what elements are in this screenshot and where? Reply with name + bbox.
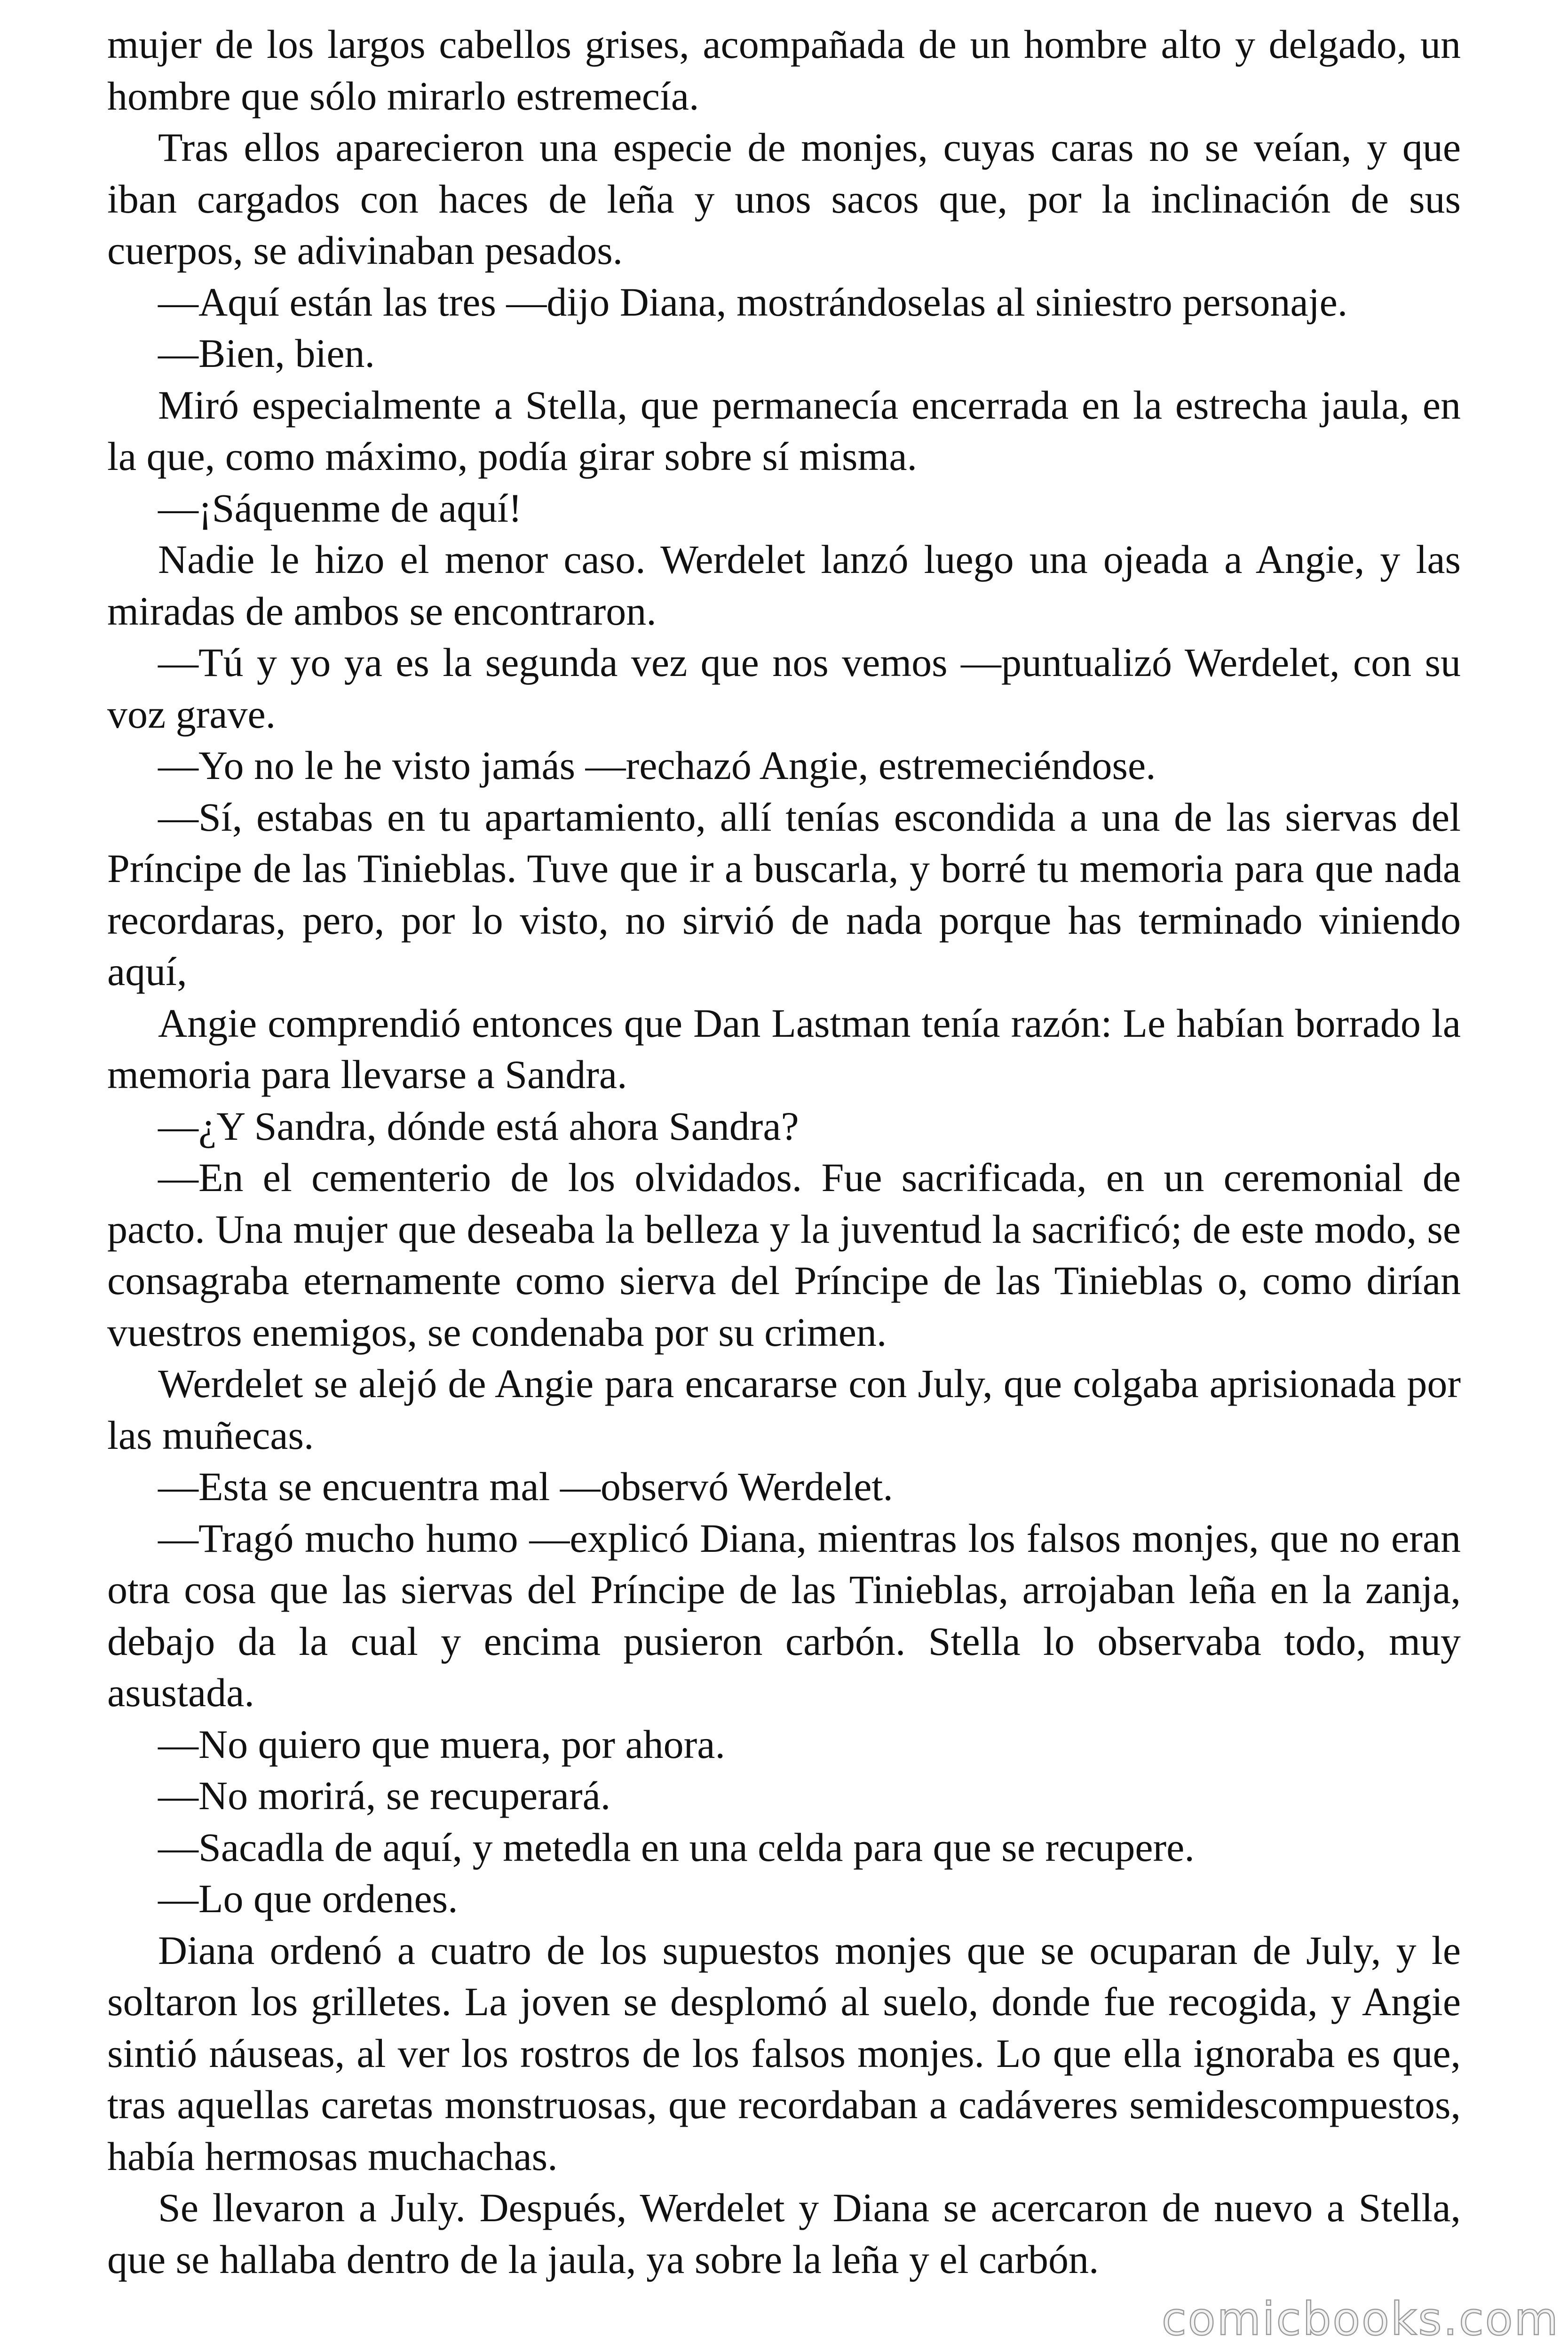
- paragraph-14: Werdelet se alejó de Angie para encararse con July, que colgaba aprisionada por las muñecas.: [107, 1361, 1461, 1458]
- paragraph-3: —Aquí están las tres —dijo Diana, mostrándoselas al siniestro personaje.: [158, 279, 1348, 325]
- paragraph-4: —Bien, bien.: [158, 331, 375, 376]
- paragraph-1: mujer de los largos cabellos grises, acompañada de un hombre alto y delgado, un hombre que sólo mirarlo estremecía.: [107, 22, 1461, 119]
- paragraph-10: —Sí, estabas en tu apartamiento, allí tenías escondida a una de las siervas del Príncipe de las Tinieblas. Tuve que ir a buscarla, y borré tu memoria para que nada recordaras, pero, por lo visto, no sirvió de nada porque has terminado viniendo aquí,: [107, 794, 1461, 994]
- paragraph-7: Nadie le hizo el menor caso. Werdelet lanzó luego una ojeada a Angie, y las miradas de ambos se encontraron.: [107, 537, 1461, 634]
- paragraph-15: —Esta se encuentra mal —observó Werdelet.: [158, 1464, 893, 1509]
- paragraph-9: —Yo no le he visto jamás —rechazó Angie, estremeciéndose.: [158, 743, 1156, 788]
- paragraph-8: —Tú y yo ya es la segunda vez que nos vemos —puntualizó Werdelet, con su voz grave.: [107, 640, 1461, 737]
- paragraph-2: Tras ellos aparecieron una especie de monjes, cuyas caras no se veían, y que iban cargados con haces de leña y unos sacos que, por la inclinación de sus cuerpos, se adivinaban pesados.: [107, 125, 1461, 273]
- paragraph-12: —¿Y Sandra, dónde está ahora Sandra?: [158, 1103, 799, 1149]
- paragraph-6: —¡Sáquenme de aquí!: [158, 485, 522, 531]
- paragraph-16: —Tragó mucho humo —explicó Diana, mientras los falsos monjes, que no eran otra cosa que las siervas del Príncipe de las Tinieblas, arrojaban leña en la zanja, debajo da la cual y encima pusieron carbón. Stella lo observaba todo, muy asustada.: [107, 1515, 1461, 1715]
- paragraph-13: —En el cementerio de los olvidados. Fue sacrificada, en un ceremonial de pacto. Una mujer que deseaba la belleza y la juventud la sacrificó; de este modo, se consagraba eternamente como sierva del Príncipe de las Tinieblas o, como dirían vuestros enemigos, se condenaba por su crimen.: [107, 1155, 1461, 1355]
- paragraph-22: Se llevaron a July. Después, Werdelet y Diana se acercaron de nuevo a Stella, que se hallaba dentro de la jaula, ya sobre la leña y el carbón.: [107, 2185, 1461, 2282]
- paragraph-18: —No morirá, se recuperará.: [158, 1773, 611, 1818]
- paragraph-20: —Lo que ordenes.: [158, 1876, 458, 1921]
- paragraph-5: Miró especialmente a Stella, que permanecía encerrada en la estrecha jaula, en la que, como máximo, podía girar sobre sí misma.: [107, 382, 1461, 479]
- watermark: comicbooks.com: [1161, 2293, 1560, 2345]
- paragraph-11: Angie comprendió entonces que Dan Lastman tenía razón: Le habían borrado la memoria para llevarse a Sandra.: [107, 1000, 1461, 1097]
- paragraph-17: —No quiero que muera, por ahora.: [158, 1721, 725, 1767]
- paragraph-19: —Sacadla de aquí, y metedla en una celda para que se recupere.: [158, 1824, 1195, 1870]
- book-page: [107, 19, 1461, 2285]
- paragraph-21: Diana ordenó a cuatro de los supuestos monjes que se ocuparan de July, y le soltaron los grilletes. La joven se desplomó al suelo, donde fue recogida, y Angie sintió náuseas, al ver los rostros de los falsos monjes. Lo que ella ignoraba es que, tras aquellas caretas monstruosas, que recordaban a cadáveres semidescompuestos, había hermosas muchachas.: [107, 1927, 1461, 2179]
